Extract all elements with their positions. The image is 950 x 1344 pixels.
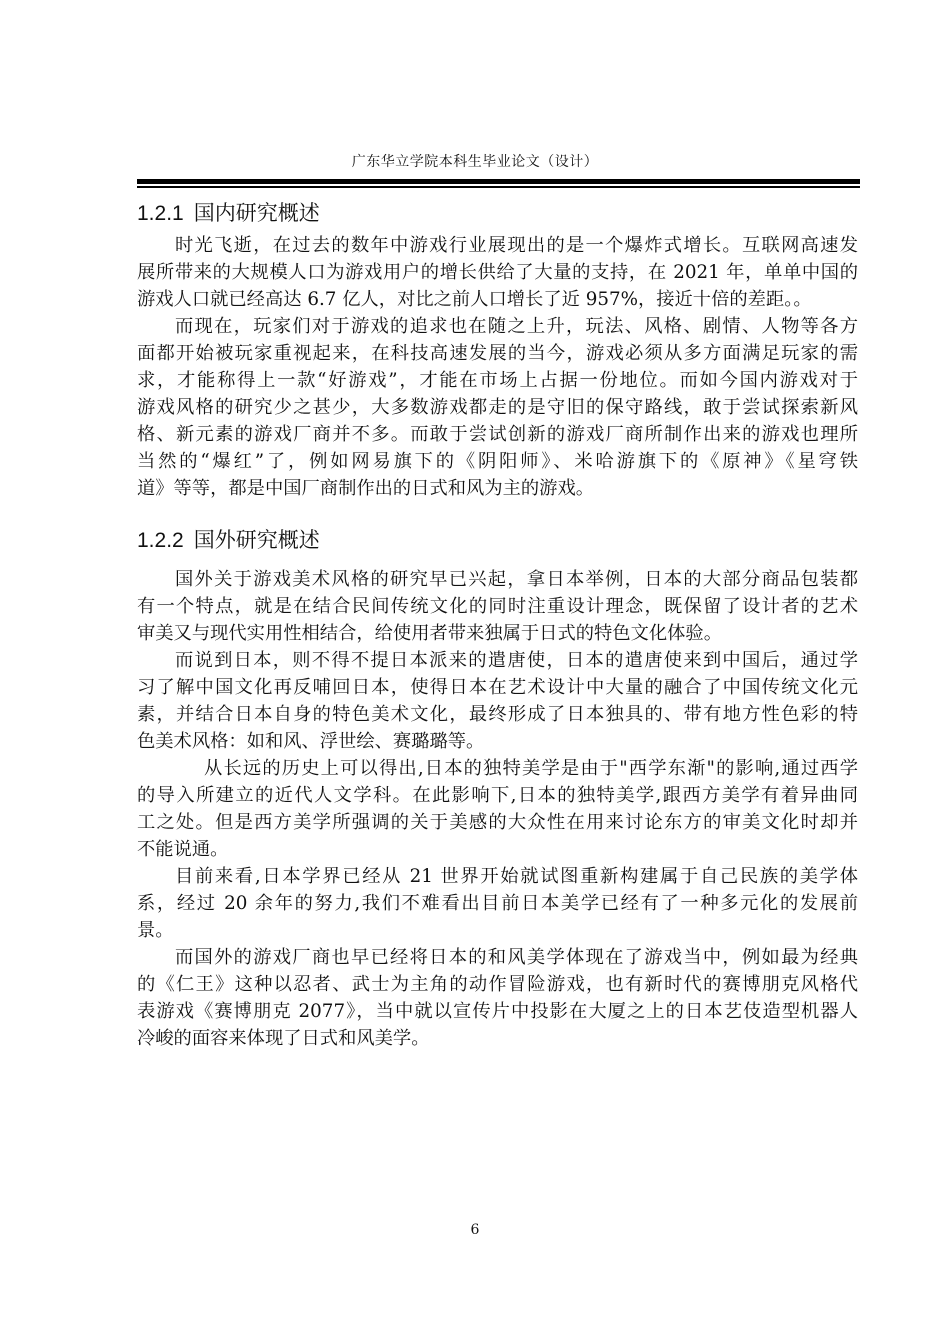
text-line: 时光飞逝，在过去的数年中游戏行业展现出的是一个爆炸式增长。互联网高速发 (175, 235, 858, 256)
paragraph (137, 313, 858, 502)
running-header: 广东华立学院本科生毕业论文（设计） (351, 154, 599, 170)
header-rule-thick (137, 179, 860, 184)
section-heading (137, 197, 320, 227)
section-number: 1.2.1 (137, 202, 184, 225)
text-line: 审美又与现代实用性相结合，给使用者带来独属于日式的特色文化体验。 (137, 623, 722, 644)
text-line: 目前来看,日本学界已经从 21 世界开始就试图重新构建属于自己民族的美学体 (175, 866, 858, 887)
text-line: 冷峻的面容来体现了日式和风美学。 (137, 1028, 430, 1049)
text-line: 的导入所建立的近代人文学科。在此影响下,日本的独特美学,跟西方美学有着异曲同 (137, 785, 858, 806)
paragraph (137, 755, 858, 863)
text-line: 游戏风格的研究少之甚少，大多数游戏都走的是守旧的保守路线，敢于尝试探索新风 (137, 397, 858, 418)
paragraph (137, 232, 858, 313)
text-line: 道》等等，都是中国厂商制作出的日式和风为主的游戏。 (137, 478, 595, 499)
text-line: 的《仁王》这种以忍者、武士为主角的动作冒险游戏，也有新时代的赛博朋克风格代 (137, 974, 858, 995)
text-line: 有一个特点，就是在结合民间传统文化的同时注重设计理念，既保留了设计者的艺术 (137, 596, 858, 617)
section-body (137, 232, 858, 502)
paragraph (137, 863, 858, 944)
text-line: 而国外的游戏厂商也早已经将日本的和风美学体现在了游戏当中，例如最为经典 (175, 947, 858, 968)
text-line: 格、新元素的游戏厂商并不多。而敢于尝试创新的游戏厂商所制作出来的游戏也理所 (137, 424, 858, 445)
paragraph (137, 566, 858, 647)
text-line: 当然的“爆红”了，例如网易旗下的《阴阳师》、米哈游旗下的《原神》《星穹铁 (137, 451, 858, 472)
text-line: 而说到日本，则不得不提日本派来的遣唐使，日本的遣唐使来到中国后，通过学 (175, 650, 858, 671)
text-line: 国外关于游戏美术风格的研究早已兴起，拿日本举例，日本的大部分商品包装都 (175, 569, 858, 590)
text-line: 游戏人口就已经高达 6.7 亿人，对比之前人口增长了近 957%，接近十倍的差距。。 (137, 289, 812, 310)
page-number: 6 (470, 1222, 480, 1238)
text-line: 系，经过 20 余年的努力,我们不难看出目前日本美学已经有了一种多元化的发展前 (137, 893, 858, 914)
text-line: 从长远的历史上可以得出,日本的独特美学是由于"西学东渐"的影响,通过西学 (204, 758, 858, 779)
text-line: 展所带来的大规模人口为游戏用户的增长供给了大量的支持，在 2021 年，单单中国的 (137, 262, 858, 283)
section-title: 国内研究概述 (193, 201, 320, 225)
text-line: 表游戏《赛博朋克 2077》，当中就以宣传片中投影在大厦之上的日本艺伎造型机器人 (137, 1001, 858, 1022)
text-line: 面都开始被玩家重视起来，在科技高速发展的当今，游戏必须从多方面满足玩家的需 (137, 343, 858, 364)
text-line: 工之处。但是西方美学所强调的关于美感的大众性在用来讨论东方的审美文化时却并 (137, 812, 858, 833)
paragraph (137, 647, 858, 755)
section-heading (137, 524, 320, 554)
text-line: 习了解中国文化再反哺回日本，使得日本在艺术设计中大量的融合了中国传统文化元 (137, 677, 858, 698)
text-line: 素，并结合日本自身的特色美术文化，最终形成了日本独具的、带有地方性色彩的特 (137, 704, 858, 725)
section-number: 1.2.2 (137, 529, 184, 552)
text-line: 求，才能称得上一款“好游戏”，才能在市场上占据一份地位。而如今国内游戏对于 (137, 370, 858, 391)
section-title: 国外研究概述 (193, 528, 320, 552)
text-line: 色美术风格：如和风、浮世绘、赛璐璐等。 (137, 731, 485, 752)
text-line: 景。 (137, 920, 174, 941)
paragraph (137, 944, 858, 1052)
header-rule-thin (137, 186, 860, 188)
section-body (137, 566, 858, 1052)
text-line: 而现在，玩家们对于游戏的追求也在随之上升，玩法、风格、剧情、人物等各方 (175, 316, 858, 337)
text-line: 不能说通。 (137, 839, 229, 860)
